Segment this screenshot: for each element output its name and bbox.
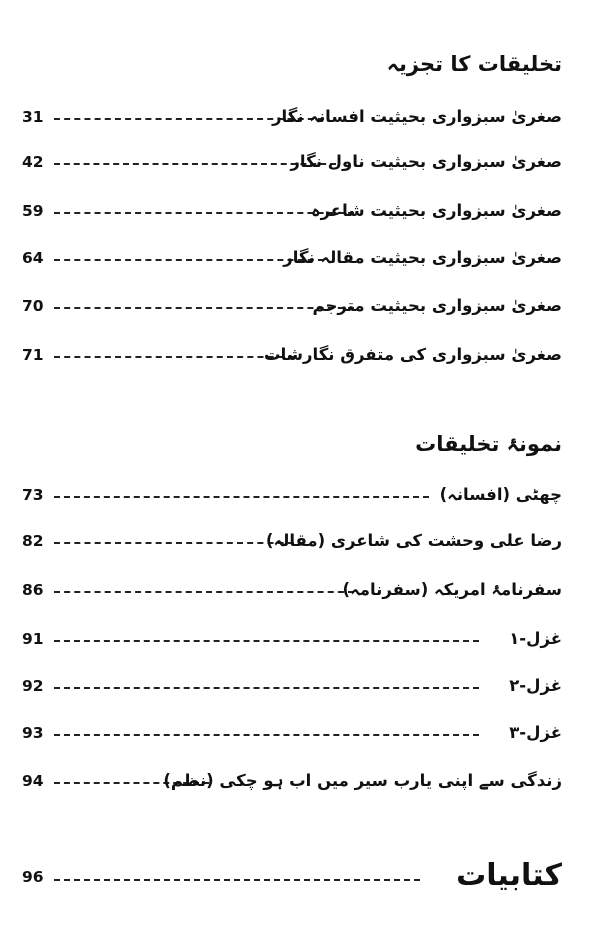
leader-dots <box>54 212 354 214</box>
leader-dots <box>54 307 354 309</box>
section-heading-samples: نمونۂ تخلیقات <box>415 432 562 456</box>
toc-entry[interactable] <box>22 291 562 323</box>
bibliography-page-number: 96 <box>22 868 44 886</box>
toc-page-number: 71 <box>22 346 44 364</box>
leader-dots <box>54 687 479 689</box>
toc-entry-title: سفرنامۂ امریکہ (سفرنامہ) <box>342 580 562 599</box>
toc-page-number: 92 <box>22 677 44 695</box>
toc-page-number: 93 <box>22 724 44 742</box>
toc-entry-title: رضا علی وحشت کی شاعری (مقالہ) <box>265 531 562 550</box>
toc-entry[interactable] <box>22 766 562 798</box>
toc-entry-title: صغریٰ سبزواری بحیثیت مقالہ نگار <box>283 248 562 267</box>
toc-entry[interactable] <box>22 102 562 134</box>
toc-page-number: 59 <box>22 202 44 220</box>
toc-page-number: 91 <box>22 630 44 648</box>
leader-dots <box>54 496 429 498</box>
toc-entry[interactable] <box>22 147 562 179</box>
toc-entry-title: صغریٰ سبزواری بحیثیت افسانہ نگار <box>272 107 562 126</box>
toc-entry[interactable] <box>22 718 562 750</box>
toc-entry-title: صغریٰ سبزواری بحیثیت شاعرہ <box>310 201 562 220</box>
toc-entry[interactable] <box>22 671 562 703</box>
section-heading-analysis: تخلیقات کا تجزیہ <box>386 52 562 76</box>
leader-dots <box>54 640 479 642</box>
toc-page-number: 86 <box>22 581 44 599</box>
leader-dots <box>54 879 420 881</box>
toc-page-number: 73 <box>22 486 44 504</box>
toc-entry[interactable] <box>22 480 562 512</box>
toc-entry[interactable] <box>22 340 562 372</box>
toc-page-number: 31 <box>22 108 44 126</box>
leader-dots <box>54 356 294 358</box>
toc-entry-title: غزل-۲ <box>509 676 562 695</box>
toc-page-number: 94 <box>22 772 44 790</box>
toc-page-number: 64 <box>22 249 44 267</box>
toc-entry[interactable] <box>22 526 562 558</box>
leader-dots <box>54 734 479 736</box>
toc-page-number: 42 <box>22 153 44 171</box>
toc-entry-title: غزل-۱ <box>509 629 562 648</box>
toc-entry-title: چھٹی (افسانہ) <box>439 485 562 504</box>
leader-dots <box>54 591 354 593</box>
toc-entry-title: صغریٰ سبزواری بحیثیت ناول نگار <box>290 152 562 171</box>
bibliography-heading[interactable]: کتابیات <box>456 858 562 893</box>
toc-entry-title: صغریٰ سبزواری بحیثیت مترجم <box>312 296 562 315</box>
toc-page-number: 70 <box>22 297 44 315</box>
toc-page-number: 82 <box>22 532 44 550</box>
toc-entry-title: زندگی سے اپنی یارب سیر میں اب ہو چکی (نظم) <box>163 771 562 790</box>
toc-entry-title: غزل-۳ <box>509 723 562 742</box>
toc-entry[interactable] <box>22 243 562 275</box>
toc-entry[interactable] <box>22 196 562 228</box>
toc-entry-title: صغریٰ سبزواری کی متفرق نگارشات <box>264 345 562 364</box>
toc-entry[interactable] <box>22 575 562 607</box>
toc-entry[interactable] <box>22 624 562 656</box>
